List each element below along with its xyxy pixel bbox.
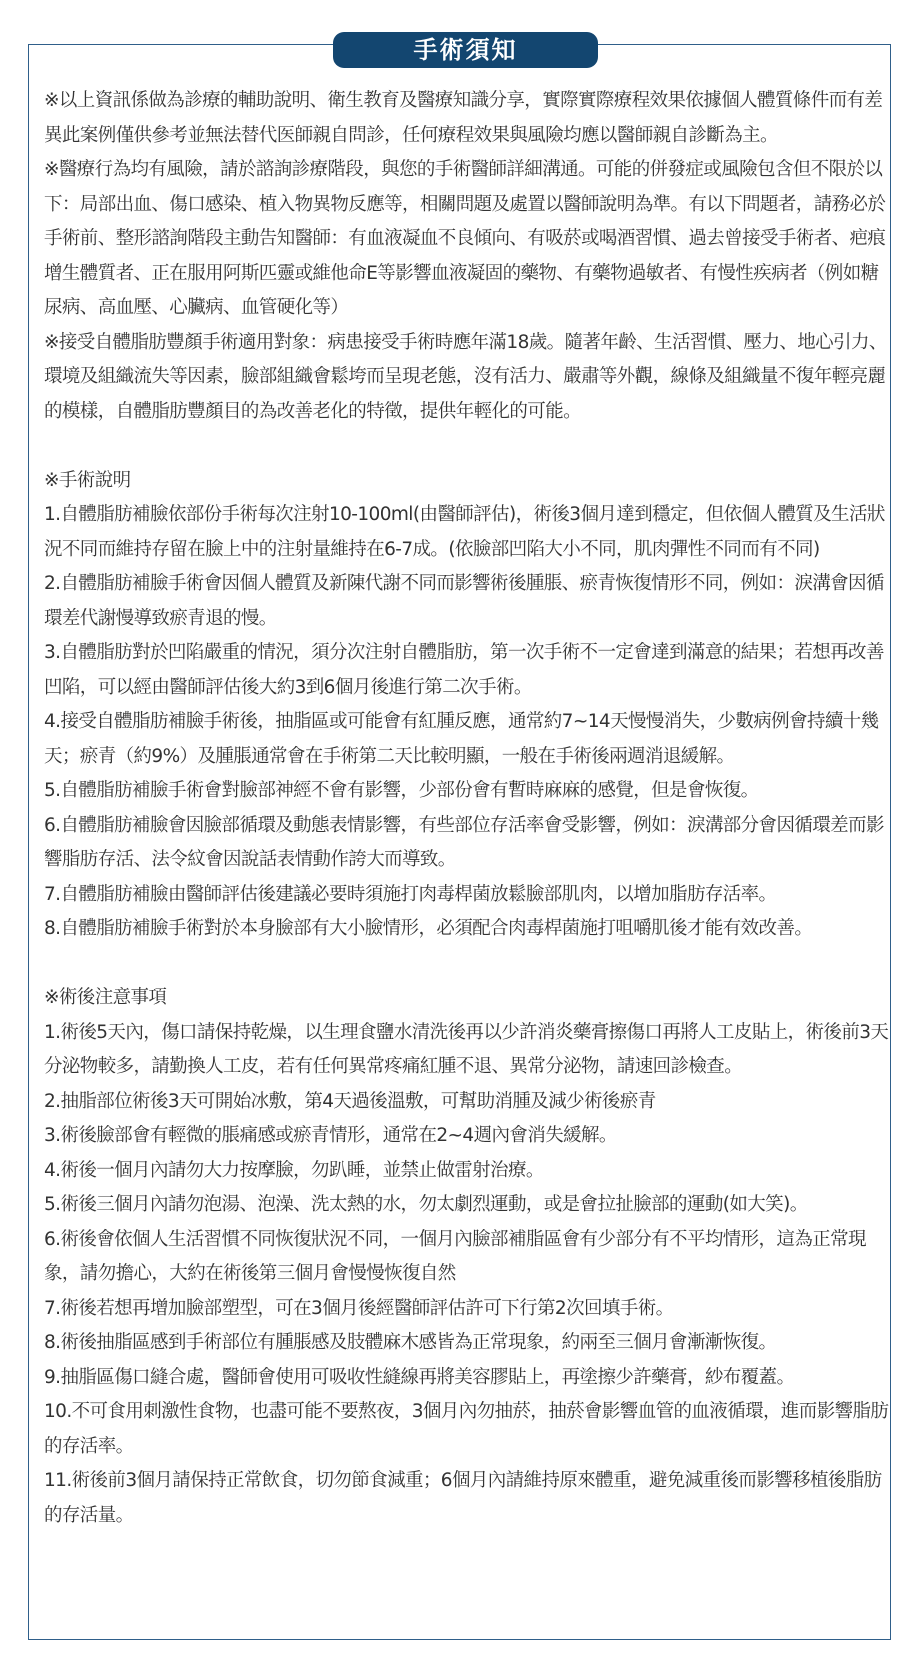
page-title: 手術須知 bbox=[333, 32, 598, 68]
surgery-item: 6.自體脂肪補臉會因臉部循環及動態表情影響，有些部位存活率會受影響，例如：淚溝部分會因循環差而影響脂肪存活、法令紋會因說話表情動作誇大而導致。 bbox=[44, 814, 884, 870]
notice-content bbox=[44, 84, 889, 1533]
surgery-item: 5.自體脂肪補臉手術會對臉部神經不會有影響，少部份會有暫時麻麻的感覺，但是會恢復。 bbox=[44, 780, 759, 801]
disclaimer-paragraph: ※以上資訊係做為診療的輔助說明、衛生教育及醫療知識分享，實際實際療程效果依據個人體質條件而有差異此案例僅供參考並無法替代医師親自問診，任何療程效果與風險均應以醫師親自診斷為主。 bbox=[44, 90, 883, 146]
aftercare-item: 6.術後會依個人生活習慣不同恢復狀況不同，一個月內臉部補脂區會有少部分有不平均情形，這為正常現象，請勿擔心，大約在術後第三個月會慢慢恢復自然 bbox=[44, 1228, 866, 1284]
aftercare-item: 1.術後5天內，傷口請保持乾燥，以生理食鹽水清洗後再以少許消炎藥膏擦傷口再將人工皮貼上，術後前3天分泌物較多，請勤換人工皮，若有任何異常疼痛紅腫不退、異常分泌物，請速回診檢查。 bbox=[44, 1021, 889, 1077]
aftercare-item: 2.抽脂部位術後3天可開始冰敷，第4天過後溫敷，可幫助消腫及減少術後瘀青 bbox=[44, 1090, 656, 1112]
surgery-item: 8.自體脂肪補臉手術對於本身臉部有大小臉情形，必須配合肉毒桿菌施打咀嚼肌後才能有效改善。 bbox=[44, 918, 813, 939]
disclaimer-paragraph: ※醫療行為均有風險，請於諮詢診療階段，與您的手術醫師詳細溝通。可能的併發症或風險包含但不限於以下：局部出血、傷口感染、植入物異物反應等，相關問題及處置以醫師說明為準。有以下問題者，請務必於手術前、整形諮詢階段主動告知醫師：有血液凝血不良傾向、有吸菸或喝酒習慣、過去曾接受手術者、疤痕增生體質者、正在服用阿斯匹靈或維他命E等影響血液凝固的藥物、有藥物過敏者、有慢性疾病者（例如糖尿病、高血壓、心臟病、血管硬化等） bbox=[44, 159, 886, 318]
surgery-item: 2.自體脂肪補臉手術會因個人體質及新陳代謝不同而影響術後腫脹、瘀青恢復情形不同，例如：淚溝會因循環差代謝慢導致瘀青退的慢。 bbox=[44, 573, 884, 629]
aftercare-item: 8.術後抽脂區感到手術部位有腫脹感及肢體麻木感皆為正常現象，約兩至三個月會漸漸恢復。 bbox=[44, 1332, 777, 1353]
aftercare-item: 11.術後前3個月請保持正常飲食，切勿節食減重；6個月內請維持原來體重，避免減重後而影響移植後脂肪的存活量。 bbox=[44, 1470, 882, 1526]
aftercare-item: 9.抽脂區傷口縫合處，醫師會使用可吸收性縫線再將美容膠貼上，再塗擦少許藥膏，紗布覆蓋。 bbox=[44, 1366, 795, 1388]
aftercare-item: 10.不可食用刺激性食物，也盡可能不要熬夜，3個月內勿抽菸，抽菸會影響血管的血液循環，進而影響脂肪的存活率。 bbox=[44, 1401, 889, 1457]
disclaimer-paragraph: ※接受自體脂肪豐顏手術適用對象：病患接受手術時應年滿18歲。隨著年齡、生活習慣、壓力、地心引力、環境及組織流失等因素，臉部組織會鬆垮而呈現老態，沒有活力、嚴肅等外觀，線條及組織量不復年輕亮麗的模樣，自體脂肪豐顏目的為改善老化的特徵，提供年輕化的可能。 bbox=[44, 331, 887, 422]
aftercare-section-heading: ※術後注意事項 bbox=[44, 987, 167, 1008]
surgery-section-heading: ※手術說明 bbox=[44, 469, 131, 491]
surgery-item: 7.自體脂肪補臉由醫師評估後建議必要時須施打肉毒桿菌放鬆臉部肌肉，以增加脂肪存活率。 bbox=[44, 883, 777, 905]
surgery-item: 3.自體脂肪對於凹陷嚴重的情況，須分次注射自體脂肪，第一次手術不一定會達到滿意的結果；若想再改善凹陷，可以經由醫師評估後大約3到6個月後進行第二次手術。 bbox=[44, 642, 884, 698]
aftercare-item: 3.術後臉部會有輕微的脹痛感或瘀青情形，通常在2~4週內會消失緩解。 bbox=[44, 1125, 617, 1146]
surgery-item: 4.接受自體脂肪補臉手術後，抽脂區或可能會有紅腫反應，通常約7~14天慢慢消失，少數病例會持續十幾天；瘀青（約9%）及腫脹通常會在手術第二天比較明顯，一般在手術後兩週消退緩解。 bbox=[44, 711, 879, 767]
section-gap bbox=[44, 429, 889, 464]
aftercare-item: 4.術後一個月內請勿大力按摩臉，勿趴睡，並禁止做雷射治療。 bbox=[44, 1159, 544, 1181]
aftercare-item: 7.術後若想再增加臉部塑型，可在3個月後經醫師評估許可下行第2次回填手術。 bbox=[44, 1297, 674, 1319]
section-gap bbox=[44, 947, 889, 982]
aftercare-item: 5.術後三個月內請勿泡湯、泡澡、洗太熱的水，勿太劇烈運動，或是會拉扯臉部的運動(如大笑)。 bbox=[44, 1194, 808, 1215]
surgery-item: 1.自體脂肪補臉依部份手術每次注射10-100ml(由醫師評估)，術後3個月達到穩定，但依個人體質及生活狀況不同而維持存留在臉上中的注射量維持在6-7成。(依臉部凹陷大小不同，肌肉彈性不同而有不同) bbox=[44, 504, 885, 560]
